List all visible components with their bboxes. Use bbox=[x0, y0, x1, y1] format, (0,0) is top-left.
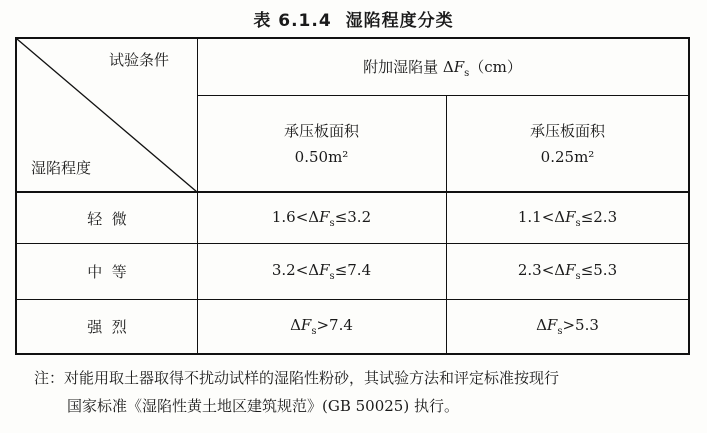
row-1-degree: 轻 微 bbox=[87, 209, 127, 228]
header-col-2-label: 承压板面积 bbox=[529, 121, 605, 140]
header-col-1-label: 承压板面积 bbox=[283, 121, 359, 140]
header-col-2 bbox=[447, 96, 688, 191]
table-title-text: 湿陷程度分类 bbox=[345, 11, 454, 31]
row-3-degree: 强 烈 bbox=[87, 318, 127, 336]
row-2-col-2: $2.3<\Delta F_s\le 5.3$ bbox=[517, 261, 618, 282]
collapsibility-table bbox=[15, 37, 690, 355]
corner-label-degree: 湿陷程度 bbox=[31, 159, 92, 177]
row-1-col-2: $1.1<\Delta F_s\le 2.3$ bbox=[517, 207, 618, 229]
table-note bbox=[34, 364, 694, 420]
note-line-1: 注：对能用取土器取得不扰动试样的湿陷性粉砂，其试验方法和评定标准按现行 bbox=[34, 369, 560, 387]
corner-label-conditions: 试验条件 bbox=[109, 51, 170, 69]
header-col-1 bbox=[197, 96, 446, 191]
table-number: 表 6.1.4 bbox=[253, 11, 332, 31]
table-title bbox=[0, 6, 707, 31]
header-group-label: 附加湿陷量 $\Delta F_s(cm)$ bbox=[363, 57, 522, 79]
row-3-col-2: $\Delta F_s>5.3$ bbox=[536, 316, 599, 337]
header-col-2-value: 0.25m² bbox=[540, 147, 595, 166]
header-col-1-value: 0.50m² bbox=[294, 147, 349, 166]
note-line-2: 国家标准《湿陷性黄土地区建筑规范》(GB 50025) 执行。 bbox=[67, 397, 459, 415]
row-3-col-1: $\Delta F_s>7.4$ bbox=[290, 316, 353, 337]
row-1-col-1: $1.6<\Delta F_s\le 3.2$ bbox=[271, 207, 372, 229]
row-2-degree: 中 等 bbox=[87, 263, 127, 281]
header-group-cell bbox=[197, 39, 688, 95]
row-2-col-1: $3.2<\Delta F_s\le 7.4$ bbox=[271, 261, 372, 282]
